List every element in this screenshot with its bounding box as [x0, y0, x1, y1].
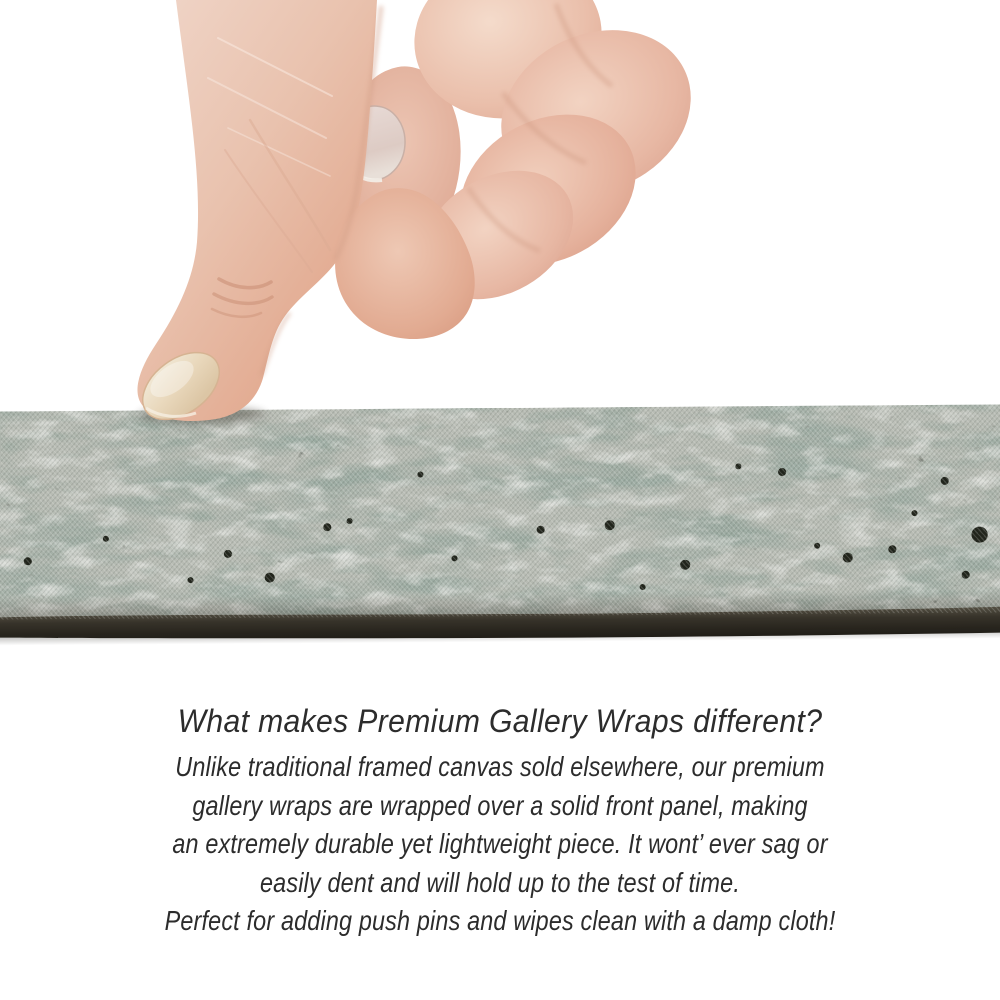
caption-line: easily dent and will hold up to the test of time. [259, 866, 740, 898]
caption-heading: What makes Premium Gallery Wraps different? [177, 703, 823, 739]
caption-line: Unlike traditional framed canvas sold elsewhere, our premium [175, 751, 825, 782]
hand-pressing-thumb-illustration [0, 0, 1000, 450]
caption-line: Perfect for adding push pins and wipes clean with a damp cloth! [164, 905, 836, 936]
caption-line: gallery wraps are wrapped over a solid front panel, making [192, 789, 808, 821]
hand-photo [0, 0, 1000, 450]
caption [0, 701, 1000, 941]
caption-body [75, 748, 925, 941]
palm-and-thumb [137, 0, 377, 421]
caption-line: an extremely durable yet lightweight piece. It wont’ ever sag or [172, 828, 828, 859]
